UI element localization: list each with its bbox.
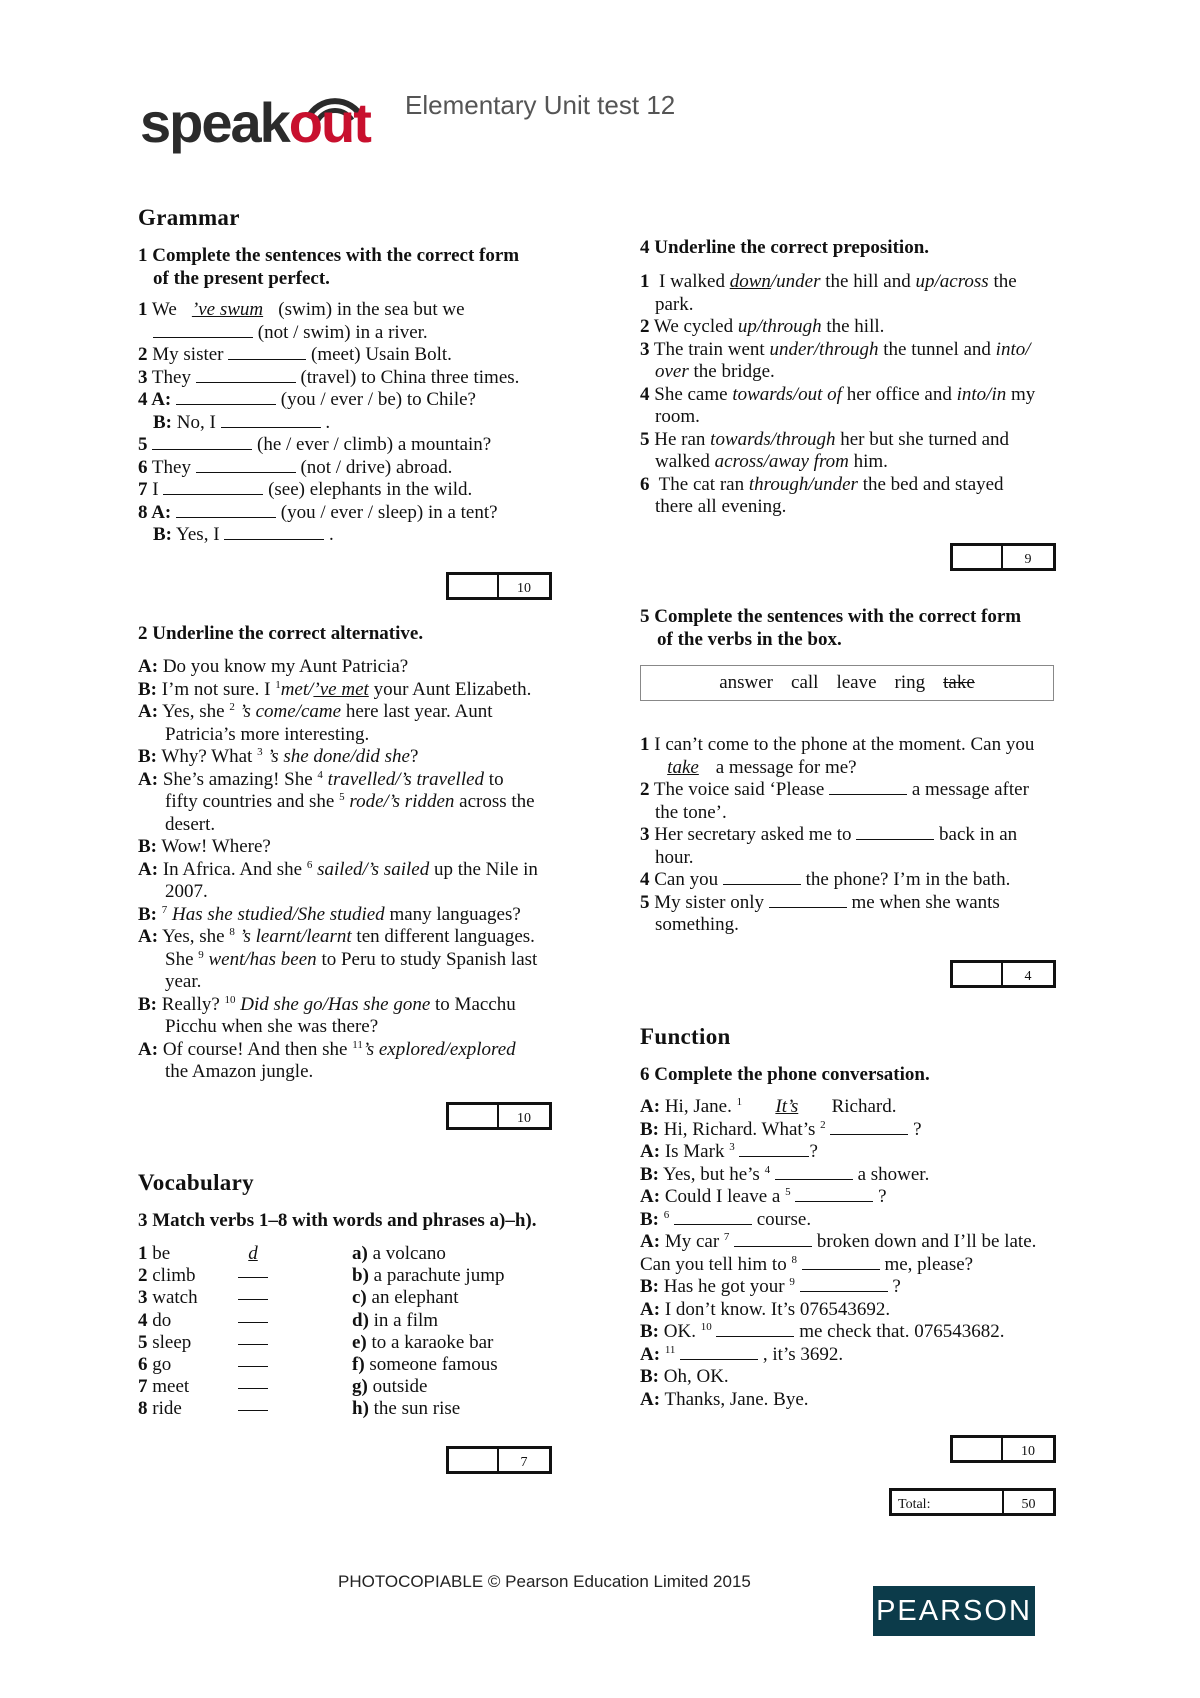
ex3-verb: 8 ride bbox=[138, 1398, 182, 1419]
answer-blank[interactable] bbox=[734, 1231, 812, 1247]
answer-blank[interactable] bbox=[830, 1119, 908, 1135]
ex3-phrase: g) outside bbox=[352, 1376, 428, 1397]
ex3-verb: 7 meet bbox=[138, 1376, 190, 1397]
answer-blank[interactable] bbox=[196, 457, 296, 473]
ex5-example-answer: take bbox=[667, 756, 699, 778]
ex1-example-answer: ’ve swum bbox=[191, 299, 264, 320]
answer-blank[interactable] bbox=[775, 1164, 853, 1180]
ex1-max-score: 10 bbox=[517, 581, 531, 596]
ex3-verb: 5 sleep bbox=[138, 1332, 192, 1353]
answer-blank[interactable] bbox=[196, 367, 296, 383]
ex1-score-box[interactable] bbox=[446, 572, 552, 600]
answer-blank[interactable] bbox=[716, 1321, 794, 1337]
ex1-items: 1 We ’ve swum (swim) in the sea but we (not / swim) in a river. 2 My sister (meet) Usain Bolt. 3 They (travel) to China three times. 4 A: (you / ever / be) to Chile? B: No, I . 5 (he / ever / climb) a mountain? 6 They (not / drive) abroad. 7 I (see) elephants in the wild. 8 A: (you / ever / sleep) in a tent? B: Yes, I . bbox=[138, 299, 520, 545]
ex3-score-box[interactable] bbox=[446, 1446, 552, 1474]
match-blank[interactable] bbox=[238, 1262, 268, 1284]
answer-blank[interactable] bbox=[228, 344, 306, 360]
ex5-word-box bbox=[640, 665, 1054, 701]
ex3-phrase: c) an elephant bbox=[352, 1287, 459, 1308]
ex3-phrase: d) in a film bbox=[352, 1310, 439, 1331]
ex5-max-score: 4 bbox=[1024, 969, 1032, 984]
vocabulary-heading: Vocabulary bbox=[138, 1170, 254, 1195]
ex3-instruction: 3 Match verbs 1–8 with words and phrases a)–h). bbox=[138, 1210, 537, 1231]
match-blank[interactable] bbox=[238, 1307, 268, 1329]
answer-blank[interactable] bbox=[802, 1254, 880, 1270]
answer-blank[interactable] bbox=[176, 502, 276, 518]
ex3-max-score: 7 bbox=[520, 1455, 528, 1470]
ex3-verb: 4 do bbox=[138, 1310, 172, 1331]
unit-title: Elementary Unit test 12 bbox=[405, 90, 676, 120]
match-blank[interactable] bbox=[238, 1284, 268, 1306]
answer-blank[interactable] bbox=[739, 1141, 809, 1157]
ex5-instruction: 5 Complete the sentences with the correct form of the verbs in the box. bbox=[640, 606, 1022, 650]
box-word: call bbox=[791, 672, 819, 693]
answer-blank[interactable] bbox=[800, 1276, 888, 1292]
answer-blank[interactable] bbox=[829, 779, 907, 795]
box-word: answer bbox=[719, 672, 774, 693]
ex4-instruction: 4 Underline the correct preposition. bbox=[640, 237, 930, 258]
box-word: ring bbox=[894, 672, 926, 693]
ex3-phrase: b) a parachute jump bbox=[352, 1265, 505, 1286]
pearson-logo: PEARSON bbox=[873, 1586, 1035, 1636]
ex3-verb: 6 go bbox=[138, 1354, 172, 1375]
answer-blank[interactable] bbox=[795, 1186, 873, 1202]
ex3-verb: 2 climb bbox=[138, 1265, 196, 1286]
answer-blank[interactable] bbox=[163, 479, 263, 495]
ex3-phrase: e) to a karaoke bar bbox=[352, 1332, 494, 1353]
answer-blank[interactable] bbox=[152, 434, 252, 450]
ex2-score-box[interactable] bbox=[446, 1102, 552, 1130]
answer-blank[interactable] bbox=[723, 869, 801, 885]
total-label: Total: bbox=[892, 1491, 1004, 1513]
total-score-box[interactable] bbox=[889, 1488, 1056, 1516]
answer-blank[interactable] bbox=[769, 892, 847, 908]
function-heading: Function bbox=[640, 1024, 731, 1049]
ex6-example-answer: It’s bbox=[775, 1096, 799, 1117]
grammar-heading: Grammar bbox=[138, 205, 240, 230]
ex6-dialogue: A: Hi, Jane. $^1$ It’s Richard. B: Hi, Richard. What’s $^2$ ? A: Is Mark $^3$ ? B: Yes, but he’s $^4$ a shower. A: Could I leave a $^5$ ? B: $^6$ course. A: My car $^7$ broken down and I’ll be late. Can you tell him to $^8$ me, please? B: Has he got your $^9$ ? A: I don’t know. It’s 076543692. B: OK. $^{10}$ me check that. 076543682. A: $^{11}$ , it’s 3692. B: Oh, OK. A: Thanks, Jane. Bye. bbox=[640, 1096, 1037, 1410]
ex5-items: 1 I can’t come to the phone at the moment. Can you take a message for me? 2 The voice said ‘Please a message after the tone’. 3 Her secretary asked me to back in an hour. 4 Can you the phone? I’m in the bath. 5 My sister only me when she wants something. bbox=[640, 734, 1035, 935]
match-blank[interactable] bbox=[238, 1373, 268, 1395]
ex2-instruction: 2 Underline the correct alternative. bbox=[138, 623, 424, 644]
answer-blank[interactable] bbox=[224, 524, 324, 540]
ex4-score-box[interactable] bbox=[950, 543, 1056, 571]
match-blank[interactable] bbox=[238, 1329, 268, 1351]
answer-blank[interactable] bbox=[680, 1344, 758, 1360]
box-word: leave bbox=[836, 672, 877, 693]
answer-blank[interactable] bbox=[176, 389, 276, 405]
answer-blank[interactable] bbox=[153, 322, 253, 338]
copyright-footer: PHOTOCOPIABLE © Pearson Education Limited 2015 bbox=[338, 1572, 751, 1591]
answer-blank[interactable] bbox=[674, 1209, 752, 1225]
ex3-verb: 1 be bbox=[138, 1243, 171, 1264]
speakout-logo bbox=[140, 70, 400, 154]
ex6-score-box[interactable] bbox=[950, 1435, 1056, 1463]
answer-blank[interactable] bbox=[221, 412, 321, 428]
logo-wordmark: speakout bbox=[140, 91, 370, 154]
box-word-used: take bbox=[943, 672, 975, 693]
ex2-dialogue: A: Do you know my Aunt Patricia? B: I’m not sure. I $^1$met/’ve met your Aunt Elizabeth. A: Yes, she $^2$ ’s come/came here last year. Aunt Patricia’s more interesting. B: Why? What $^3$ ’s she done/did she? A: She’s amazing! She $^4$ travelled/’s travelled to fifty countries and she $^5$ rode/’s ridden across the desert. B: Wow! Where? A: In Africa. And she $^6$ sailed/’s sailed up the Nile in 2007. B: $^7$ Has she studied/She studied many languages? A: Yes, she $^8$ ’s learnt/learnt ten different languages. She $^9$ went/has been to Peru to study Spanish last year. B: Really? $^{10}$ Did she go/Has she gone to Macchu Picchu when she was there? A: Of course! And then she $^{11}$’s explored/explored the Amazon jungle. bbox=[138, 656, 538, 1082]
ex6-instruction: 6 Complete the phone conversation. bbox=[640, 1064, 930, 1085]
ex3-phrase: f) someone famous bbox=[352, 1354, 498, 1375]
ex1-instruction: 1 Complete the sentences with the correct form of the present perfect. bbox=[138, 245, 520, 289]
ex4-max-score: 9 bbox=[1024, 552, 1032, 567]
ex4-items: 1 I walked down/under the hill and up/across the park. 2 We cycled up/through the hill. 3 The train went under/through the tunnel and into/ over the bridge. 4 She came towards/out of her office and into/in my room. 5 He ran towards/through her but she turned and walked across/away from him. 6 The cat ran through/under the bed and stayed there all evening. bbox=[640, 271, 1036, 517]
ex3-verb: 3 watch bbox=[138, 1287, 198, 1308]
ex6-max-score: 10 bbox=[1021, 1444, 1035, 1459]
ex3-phrase: a) a volcano bbox=[352, 1243, 446, 1264]
ex3-phrase: h) the sun rise bbox=[352, 1398, 461, 1419]
ex2-max-score: 10 bbox=[517, 1111, 531, 1126]
match-blank[interactable] bbox=[238, 1351, 268, 1373]
answer-blank[interactable] bbox=[856, 824, 934, 840]
match-blank[interactable] bbox=[238, 1395, 268, 1417]
ex5-score-box[interactable] bbox=[950, 960, 1056, 988]
total-max-score: 50 bbox=[1021, 1497, 1036, 1512]
ex3-example-answer: d bbox=[248, 1243, 258, 1264]
